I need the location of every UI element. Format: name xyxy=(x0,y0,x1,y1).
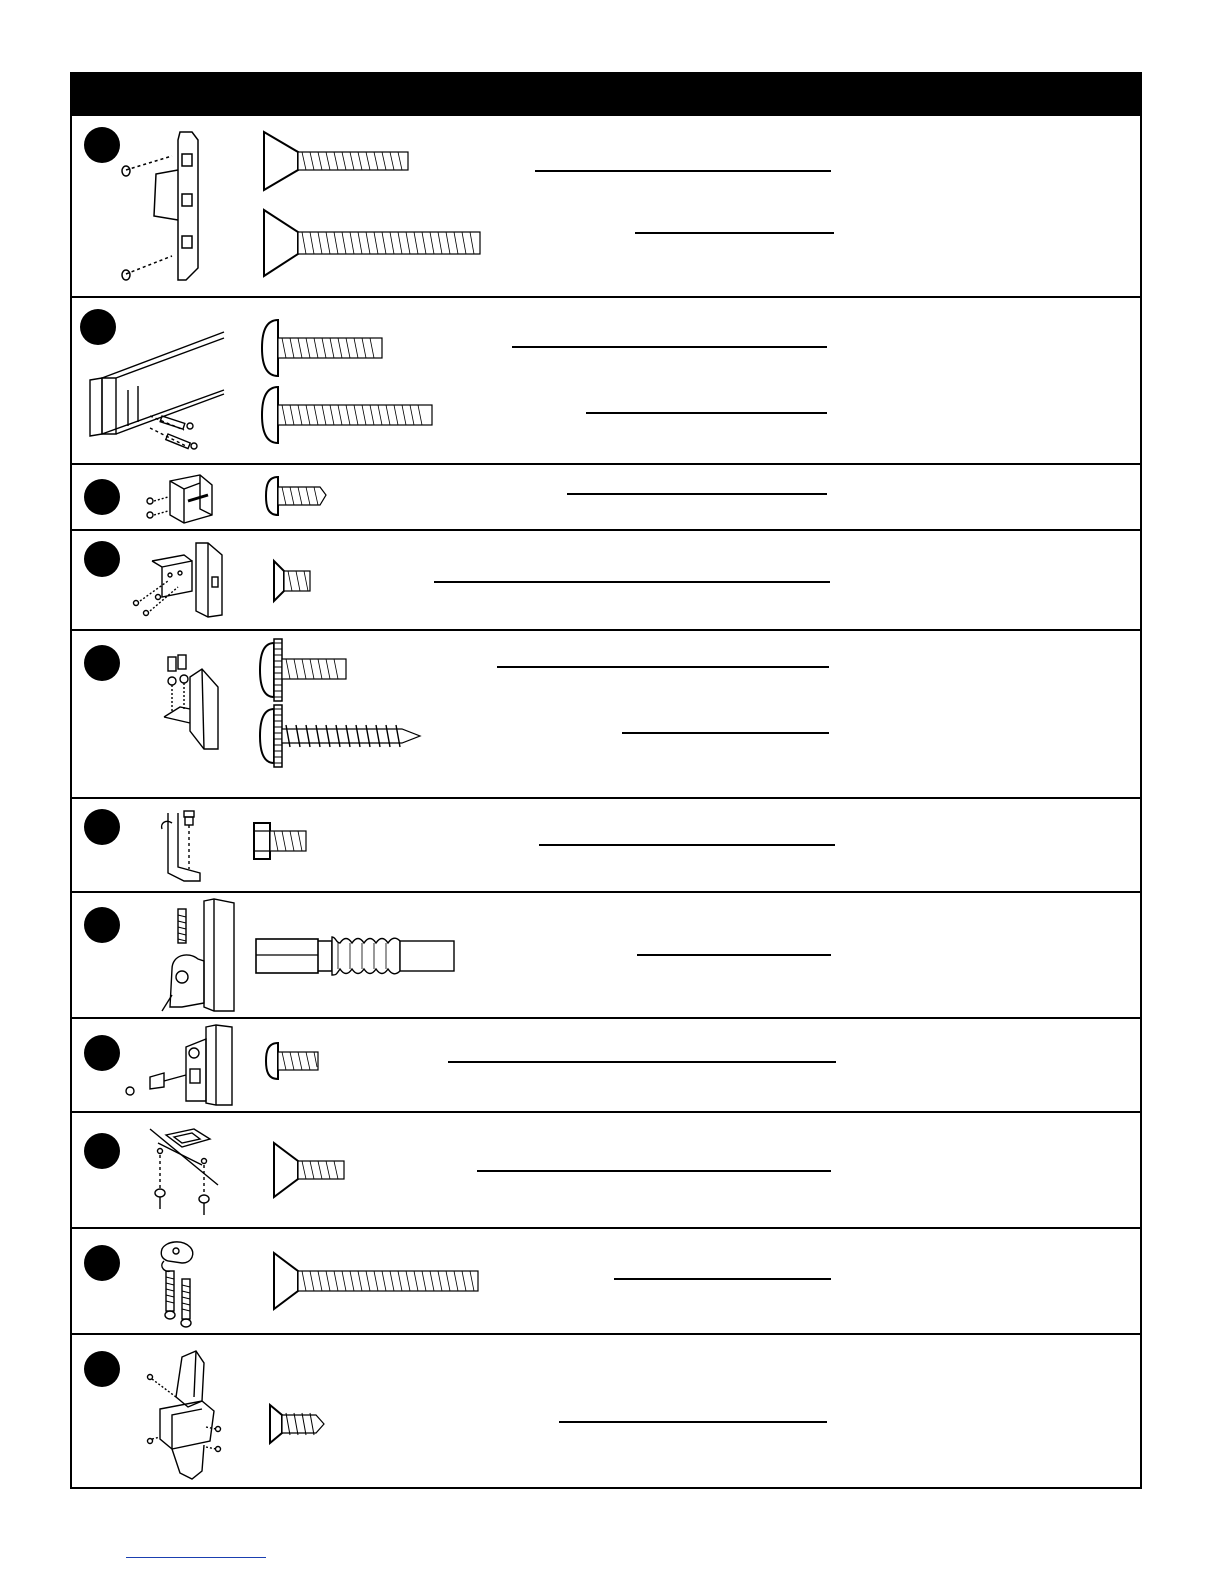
spec-leader-line xyxy=(539,844,835,846)
latch-bracket-screw-icon xyxy=(120,1025,238,1107)
item-number-circle xyxy=(84,1133,120,1169)
pan-head-washer-wood-screw-icon xyxy=(258,703,424,769)
item-number-circle xyxy=(84,541,120,577)
item-number-circle xyxy=(84,1351,120,1387)
trim-plate-screws-icon xyxy=(156,1239,204,1327)
spec-leader-line xyxy=(448,1061,836,1063)
pan-head-washer-machine-screw-icon xyxy=(258,637,350,703)
hardware-row-1 xyxy=(72,116,1140,298)
item-number-circle xyxy=(84,1245,120,1281)
floor-strike-screws-icon xyxy=(148,1125,220,1217)
hardware-row-11 xyxy=(72,1335,1140,1491)
item-number-circle xyxy=(84,479,120,515)
spec-leader-line xyxy=(567,493,827,495)
pan-head-machine-screw-small-icon xyxy=(264,1041,322,1081)
spec-leader-line xyxy=(497,666,829,668)
strike-mount-screws-icon xyxy=(160,653,222,753)
spec-leader-line xyxy=(637,954,831,956)
pan-head-thread-forming-screw-icon xyxy=(264,475,328,517)
hardware-row-7 xyxy=(72,893,1140,1019)
flat-head-machine-screw-extra-long-icon xyxy=(272,1251,482,1311)
hardware-row-3 xyxy=(72,465,1140,531)
item-number-circle xyxy=(84,127,120,163)
flat-head-machine-screw-short-icon xyxy=(262,130,412,192)
hex-washer-head-screw-icon xyxy=(252,821,310,861)
flat-head-machine-screw-mini-icon xyxy=(272,559,314,603)
item-number-circle xyxy=(84,809,120,845)
hardware-row-5 xyxy=(72,631,1140,799)
spec-leader-line xyxy=(614,1278,831,1280)
spec-leader-line xyxy=(622,732,829,734)
hardware-identification-chart xyxy=(70,72,1142,1489)
chart-header-bar xyxy=(72,74,1140,116)
spec-leader-line xyxy=(586,412,827,414)
cover-screws-icon xyxy=(144,1349,226,1483)
spec-leader-line xyxy=(477,1170,831,1172)
hardware-row-9 xyxy=(72,1113,1140,1229)
rail-end-screws-icon xyxy=(88,330,230,454)
hardware-row-6 xyxy=(72,799,1140,893)
chassis-mount-screws-icon xyxy=(120,130,220,288)
flat-head-machine-screw-medium-icon xyxy=(272,1141,348,1199)
hardware-row-4 xyxy=(72,531,1140,631)
spec-leader-line xyxy=(559,1421,827,1423)
threaded-stud-icon-large xyxy=(254,933,458,979)
item-number-circle xyxy=(84,645,120,681)
spec-leader-line xyxy=(434,581,830,583)
threaded-stud-icon xyxy=(158,899,236,1013)
item-number-circle xyxy=(84,907,120,943)
footer-link-underline xyxy=(126,1557,266,1558)
bracket-screws-icon xyxy=(132,541,228,627)
item-number-circle xyxy=(84,1035,120,1071)
end-cap-screws-icon xyxy=(144,471,222,527)
hardware-row-10 xyxy=(72,1229,1140,1335)
pan-head-machine-screw-short-icon xyxy=(260,318,386,378)
spec-leader-line xyxy=(512,346,827,348)
hardware-row-2 xyxy=(72,298,1140,465)
spec-leader-line xyxy=(535,170,831,172)
spec-leader-line xyxy=(635,232,834,234)
flat-head-machine-screw-long-icon xyxy=(262,208,484,278)
pan-head-machine-screw-long-icon xyxy=(260,385,436,445)
flat-head-tapping-screw-icon xyxy=(268,1403,326,1445)
clip-bracket-screw-icon xyxy=(158,809,204,887)
hardware-row-8 xyxy=(72,1019,1140,1113)
